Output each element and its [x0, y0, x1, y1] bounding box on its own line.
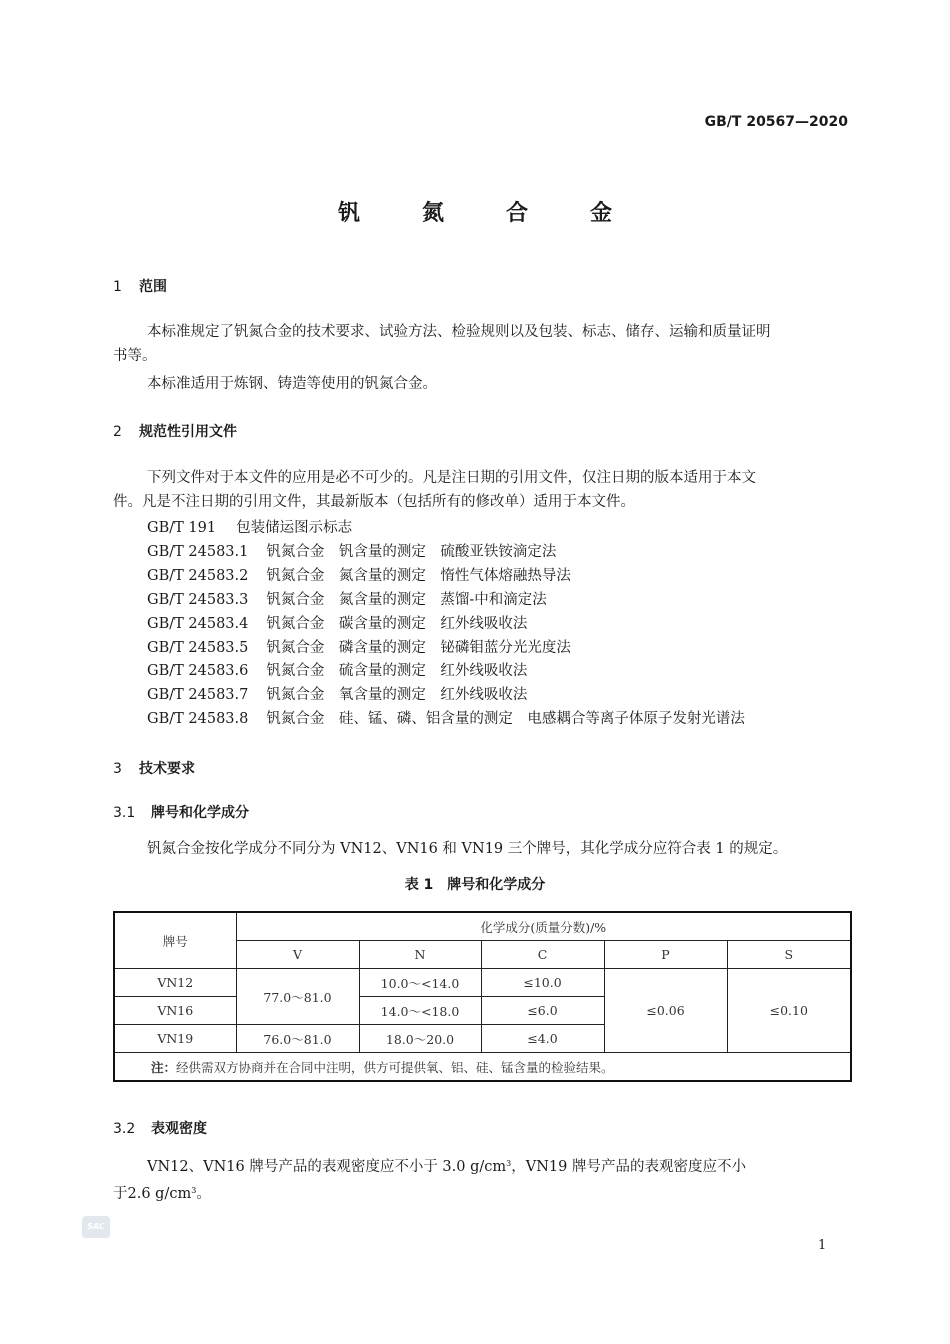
reference-item — [147, 540, 556, 561]
c-cell: ≤6.0 — [481, 997, 604, 1025]
section-title: 范围 — [139, 279, 167, 295]
grade-cell: VN12 — [114, 969, 236, 997]
section-title: 牌号和化学成分 — [151, 805, 249, 821]
column-header: C — [481, 941, 604, 969]
section-1-paragraph-2: 本标准适用于炼钢、铸造等使用的钒氮合金。 — [147, 376, 437, 392]
note-label: 注： — [151, 1059, 177, 1075]
section-3-heading — [113, 758, 195, 778]
n-cell: 18.0～20.0 — [359, 1025, 481, 1053]
chemical-composition-table — [113, 911, 852, 1082]
text-line: 。 — [196, 1186, 211, 1202]
column-header: V — [236, 941, 359, 969]
reference-code: GB/T 24583.4 — [147, 616, 249, 632]
p-cell: ≤0.06 — [604, 969, 727, 1053]
reference-code: GB/T 24583.8 — [147, 711, 249, 727]
standard-code: GB/T 20567—2020 — [704, 114, 848, 130]
section-2-heading — [113, 421, 237, 441]
section-number: 2 — [113, 424, 122, 440]
reference-code: GB/T 24583.1 — [147, 544, 249, 560]
column-header: S — [727, 941, 851, 969]
section-3-2-paragraph — [113, 1152, 850, 1206]
section-number: 3.1 — [113, 805, 136, 821]
document-title: 钒 氮 合 金 — [337, 201, 632, 226]
reference-code: GB/T 24583.7 — [147, 687, 249, 703]
n-cell: 10.0～<14.0 — [359, 969, 481, 997]
column-header: N — [359, 941, 481, 969]
text-line: 于2.6 g/cm — [113, 1186, 192, 1202]
v-cell: 77.0～81.0 — [236, 969, 359, 1025]
superscript: 3 — [191, 1186, 197, 1195]
section-2-paragraph — [113, 466, 850, 514]
section-title: 表观密度 — [151, 1121, 207, 1137]
reference-title: 钒氮合金 硅、锰、磷、铝含量的测定 电感耦合等离子体原子发射光谱法 — [266, 711, 745, 727]
table-note — [114, 1053, 851, 1082]
grade-header: 牌号 — [114, 912, 236, 969]
n-cell: 14.0～<18.0 — [359, 997, 481, 1025]
reference-item — [147, 516, 352, 537]
reference-title: 钒氮合金 钒含量的测定 硫酸亚铁铵滴定法 — [266, 544, 557, 560]
section-1-paragraph-1 — [113, 320, 850, 368]
grade-cell: VN16 — [114, 997, 236, 1025]
section-3-2-heading — [113, 1118, 207, 1138]
superscript: 3 — [506, 1159, 512, 1168]
reference-item — [147, 588, 547, 609]
section-title: 规范性引用文件 — [139, 424, 237, 440]
reference-code: GB/T 191 — [147, 520, 217, 536]
table-row — [114, 969, 851, 997]
column-header: P — [604, 941, 727, 969]
page-number: 1 — [818, 1238, 827, 1253]
composition-header: 化学成分(质量分数)/% — [236, 912, 851, 941]
c-cell: ≤4.0 — [481, 1025, 604, 1053]
section-title: 技术要求 — [139, 761, 195, 777]
c-cell: ≤10.0 — [481, 969, 604, 997]
reference-title: 钒氮合金 氮含量的测定 蒸馏-中和滴定法 — [266, 592, 547, 608]
grade-cell: VN19 — [114, 1025, 236, 1053]
text-line: 书等。 — [113, 348, 157, 364]
reference-title: 钒氮合金 硫含量的测定 红外线吸收法 — [266, 663, 528, 679]
text-line: VN12、VN16 牌号产品的表观密度应不小于 3.0 g/cm — [147, 1159, 507, 1175]
reference-title: 钒氮合金 碳含量的测定 红外线吸收法 — [266, 616, 528, 632]
table-caption: 表 1 牌号和化学成分 — [404, 877, 546, 893]
text-line: 本标准规定了钒氮合金的技术要求、试验方法、检验规则以及包装、标志、储存、运输和质量证明 — [147, 324, 771, 340]
reference-title: 钒氮合金 氮含量的测定 惰性气体熔融热导法 — [266, 568, 571, 584]
note-text: 经供需双方协商并在合同中注明，供方可提供氧、铝、硅、锰含量的检验结果。 — [176, 1059, 614, 1075]
reference-title: 钒氮合金 磷含量的测定 铋磷钼蓝分光光度法 — [266, 640, 571, 656]
text-line: 件。凡是不注日期的引用文件，其最新版本（包括所有的修改单）适用于本文件。 — [113, 494, 635, 510]
reference-title: 钒氮合金 氧含量的测定 红外线吸收法 — [266, 687, 528, 703]
section-3-1-paragraph: 钒氮合金按化学成分不同分为 VN12、VN16 和 VN19 三个牌号，其化学成分应符合表 1 的规定。 — [147, 841, 788, 857]
v-cell: 76.0～81.0 — [236, 1025, 359, 1053]
reference-item — [147, 636, 571, 657]
sac-logo: SAC — [82, 1216, 110, 1238]
reference-item — [147, 659, 527, 680]
text-line: ，VN19 牌号产品的表观密度应不小 — [511, 1159, 746, 1175]
reference-item — [147, 564, 571, 585]
reference-item — [147, 707, 745, 728]
s-cell: ≤0.10 — [727, 969, 851, 1053]
reference-code: GB/T 24583.5 — [147, 640, 249, 656]
section-3-1-heading — [113, 802, 249, 822]
reference-title: 包装储运图示标志 — [236, 520, 353, 536]
section-number: 3.2 — [113, 1121, 136, 1137]
section-1-heading — [113, 276, 167, 296]
reference-code: GB/T 24583.6 — [147, 663, 249, 679]
reference-item — [147, 612, 527, 633]
section-number: 1 — [113, 279, 122, 295]
reference-code: GB/T 24583.3 — [147, 592, 249, 608]
reference-code: GB/T 24583.2 — [147, 568, 249, 584]
section-number: 3 — [113, 761, 122, 777]
text-line: 下列文件对于本文件的应用是必不可少的。凡是注日期的引用文件，仅注日期的版本适用于本文 — [147, 470, 756, 486]
reference-item — [147, 683, 527, 704]
